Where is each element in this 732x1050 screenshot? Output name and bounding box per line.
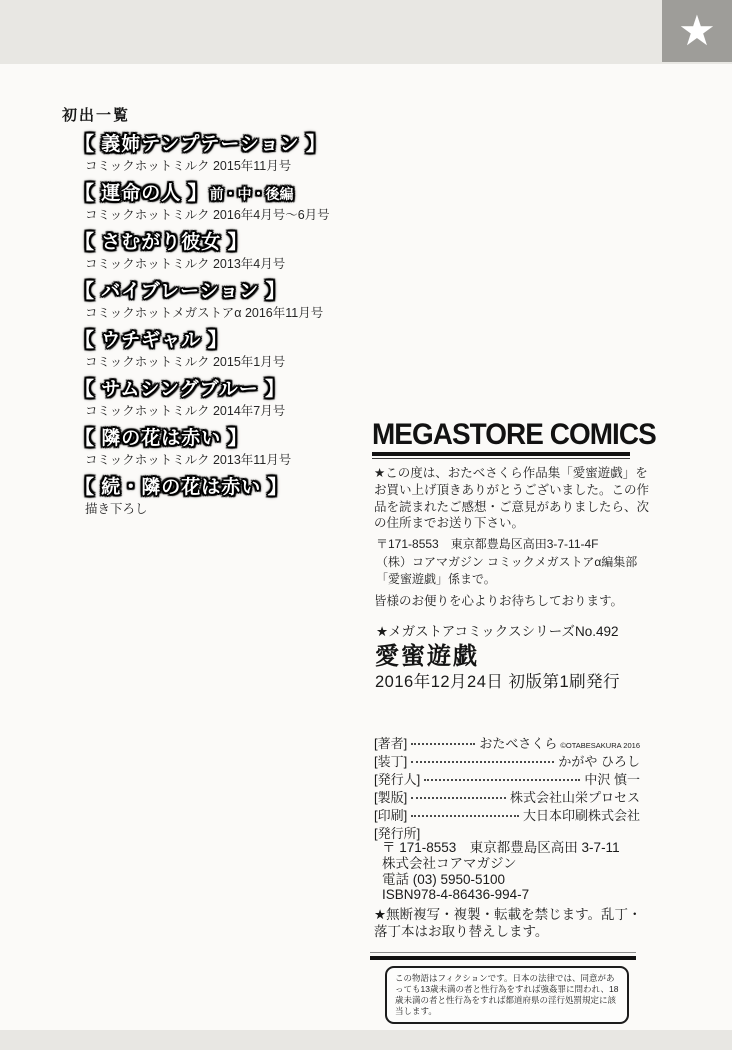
publication-entry [75,231,367,272]
print-date: 2016年12月24日 初版第1刷発行 [375,673,621,691]
work-title: 【 ウチギャル 】 [75,330,228,351]
first-publication-heading: 初出一覧 [62,107,131,124]
credit-label: [発行所] [374,826,421,841]
work-title: 【 さむがり彼女 】 [75,232,248,253]
publication-entry [75,378,367,419]
dot-leader [411,743,475,745]
book-title: 愛蜜遊戯 [375,643,479,670]
work-title-suffix: 前・中・後編 [209,186,294,202]
credit-row [374,769,640,787]
publisher-name: 株式会社コアマガジン [382,855,517,871]
reader-greeting: ★この度は、おたべさくら作品集「愛蜜遊戯」をお買い上げ頂きありがとうございました。この作品を読まれたご感想・ご意見がありましたら、次の住所までお送り下さい。 [374,466,650,531]
publication-entry [75,427,367,468]
work-title: 【 バイブレーション 】 [75,281,286,302]
credit-label: [装丁] [374,754,408,769]
publication-source: コミックホットミルク 2013年11月号 [85,453,292,467]
publication-source: コミックホットミルク 2015年1月号 [85,355,286,369]
editorial-address [376,536,637,589]
editorial-address-line: 「愛蜜遊戯」係まで。 [376,572,496,586]
publication-source: コミックホットミルク 2016年4月号～6月号 [85,208,330,222]
star-icon: ★ [678,7,716,54]
work-title: 【 義姉テンプテーション 】 [75,134,326,155]
copyright-note: ★無断複写・複製・転載を禁じます。乱丁・落丁本はお取り替えします。 [374,907,642,939]
editorial-address-line: 〒171-8553 東京都豊島区高田3-7-11-4F [376,537,599,551]
logo-underline-thick [372,452,630,456]
credit-row [374,787,640,805]
publisher-logo-block [372,418,656,459]
copyright-credit: ©OTABESAKURA 2016 [560,741,640,750]
dot-leader [411,815,519,817]
publisher-block [382,840,620,903]
logo-underline-thin [372,458,630,459]
divider-rule [370,952,636,960]
credit-row [374,733,640,751]
credit-value: かがや ひろし [558,754,640,769]
page-top-band [0,0,732,64]
credit-value: 中沢 慎一 [584,772,640,787]
megastore-comics-logo: MEGASTORE COMICS [372,418,656,451]
editorial-address-line: （株）コアマガジン コミックメガストアα編集部 [376,554,638,569]
credit-value: おたべさくら [479,736,558,751]
publisher-phone: 電話 (03) 5950-5100 [382,871,506,887]
work-title: 【 続・隣の花は赤い 】 [75,477,288,498]
publisher-address: 〒 171-8553 東京都豊島区高田 3-7-11 [382,840,620,855]
work-title: 【 サムシングブルー 】 [75,379,285,400]
credit-label: [著者] [374,736,408,751]
first-publication-list [62,104,367,525]
star-corner-box [662,0,732,62]
waiting-note: 皆様のお便りを心よりお待ちしております。 [374,594,624,608]
publication-entry [75,329,367,370]
series-number: ★メガストアコミックスシリーズNo.492 [376,624,619,639]
publication-source: コミックホットミルク 2015年11月号 [85,159,292,173]
credit-label: [発行人] [374,772,421,787]
credit-row [374,751,640,769]
dot-leader [424,779,580,781]
dot-leader [411,797,506,799]
isbn: ISBN978-4-86436-994-7 [382,887,530,903]
credit-value: 大日本印刷株式会社 [522,808,640,823]
publication-source: コミックホットミルク 2013年4月号 [85,257,286,271]
work-title: 【 運命の人 】 [75,183,208,204]
credit-value: 株式会社山栄プロセス [509,790,640,805]
publication-entry [75,133,367,174]
publication-entry [75,476,367,517]
credit-label: [印刷] [374,808,408,823]
credits-list [374,733,640,841]
publication-entry [75,280,367,321]
credit-row [374,823,640,841]
legal-disclaimer-box: この物語はフィクションです。日本の法律では、同意があっても13歳未満の者と性行為をすれば強姦罪に問われ、18歳未満の者と性行為をすれば都道府県の淫行処罰規定に該当します。 [385,966,629,1024]
credit-row [374,805,640,823]
work-title: 【 隣の花は赤い 】 [75,428,248,449]
page-bottom-band [0,1030,732,1050]
dot-leader [411,761,554,763]
credit-label: [製版] [374,790,408,805]
publication-source: コミックホットメガストアα 2016年11月号 [85,306,324,320]
publication-source: コミックホットミルク 2014年7月号 [85,404,286,418]
publication-source: 描き下ろし [85,502,148,516]
publication-entry [75,182,367,223]
